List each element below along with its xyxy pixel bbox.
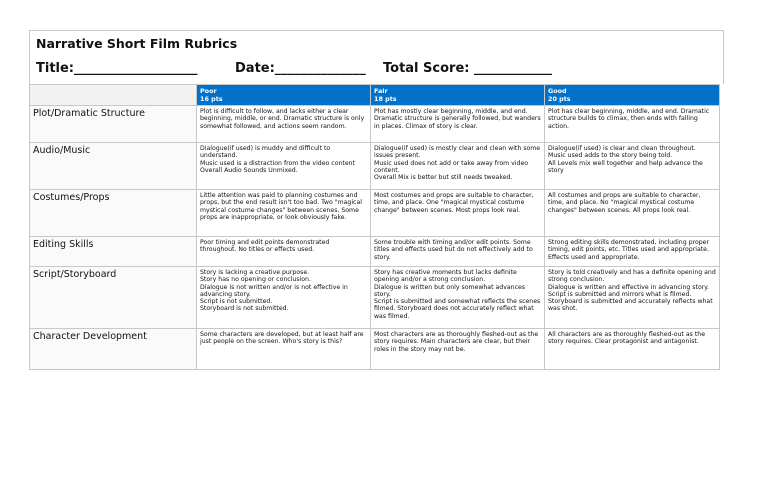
description-line: Dialogue is not written and/or is not effective in advancing story.: [200, 283, 348, 298]
good-description: [545, 329, 720, 370]
table-row: [30, 329, 720, 370]
poor-description: [197, 267, 371, 329]
criterion-label: Costumes/Props: [30, 190, 197, 237]
description-line: Script is submitted and mirrors what is filmed.: [548, 290, 692, 298]
description-line: Dialogue(if used) is muddy and difficult to understand.: [200, 145, 331, 160]
poor-description: [197, 143, 371, 190]
good-description: [545, 143, 720, 190]
criterion-label: Editing Skills: [30, 237, 197, 267]
table-row: [30, 190, 720, 237]
level-header-row: [30, 85, 720, 106]
description-line: Plot has clear beginning, middle, and end. Dramatic structure builds to climax, then ends with falling action.: [548, 108, 710, 130]
description-line: Most characters are as thoroughly fleshed-out as the story requires. Main characters are clear, but their roles in the story may not be.: [374, 331, 539, 353]
table-row: [30, 143, 720, 190]
total-score-field[interactable]: Total Score: ____________: [383, 61, 552, 76]
date-field[interactable]: Date:______________: [235, 61, 366, 76]
table-row: [30, 106, 720, 143]
level-name: Good: [548, 87, 567, 95]
description-line: Storyboard is submitted and accurately reflects what was shot.: [548, 298, 713, 313]
level-name: Poor: [200, 87, 217, 95]
fair-description: [371, 237, 545, 267]
description-line: Music used adds to the story being told.: [548, 152, 673, 160]
fair-description: [371, 267, 545, 329]
poor-description: [197, 106, 371, 143]
description-line: Little attention was paid to planning costumes and props, but the end result isn't too bad. Two "magical mystical costume changes" between scenes. Some props are inappropriate, or look obviously fake.: [200, 192, 362, 221]
description-line: All characters are as thoroughly fleshed-out as the story requires. Clear protagonist and antagonist.: [548, 331, 706, 346]
description-line: Music used does not add or take away from video content.: [374, 159, 529, 174]
criterion-label: Character Development: [30, 329, 197, 370]
fair-description: [371, 106, 545, 143]
criterion-label: Script/Storyboard: [30, 267, 197, 329]
rubric-document: [29, 30, 724, 370]
document-title: Narrative Short Film Rubrics: [36, 36, 238, 51]
description-line: Some characters are developed, but at least half are just people on the screen. Who's story is this?: [200, 331, 364, 346]
description-line: Script is submitted and somewhat reflects the scenes filmed. Storyboard does not accurately reflect what was filmed.: [374, 298, 541, 320]
corner-cell: [30, 85, 197, 106]
level-points: 18 pts: [374, 95, 397, 103]
description-line: Storyboard is not submitted.: [200, 305, 289, 313]
fair-description: [371, 190, 545, 237]
header-fields: [36, 61, 717, 76]
description-line: Strong editing skills demonstrated, including proper timing, edit points, etc. Titles used and appropriate. Effects used and appropriate.: [548, 239, 710, 261]
table-row: [30, 237, 720, 267]
criterion-label: Plot/Dramatic Structure: [30, 106, 197, 143]
description-line: Dialogue is written and effective in advancing story.: [548, 283, 710, 291]
fair-description: [371, 329, 545, 370]
description-line: Overall Audio Sounds Unmixed.: [200, 166, 298, 174]
level-points: 20 pts: [548, 95, 571, 103]
description-line: Most costumes and props are suitable to character, time, and place. One "magical mystical costume change" between scenes. Most props look real.: [374, 192, 534, 214]
description-line: Script is not submitted.: [200, 298, 273, 306]
description-line: Story is lacking a creative purpose.: [200, 269, 310, 276]
description-line: Plot is difficult to follow, and lacks either a clear beginning, middle, or end. Dramatic structure is only somewhat followed, and actions seem random.: [200, 108, 365, 130]
description-line: Some trouble with timing and/or edit points. Some titles and effects used but do not effectively add to story.: [374, 239, 533, 261]
level-header-poor: [197, 85, 371, 106]
poor-description: [197, 237, 371, 267]
description-line: Poor timing and edit points demonstrated throughout. No titles or effects used.: [200, 239, 330, 254]
document-header: [29, 30, 724, 84]
table-row: [30, 267, 720, 329]
description-line: All Levels mix well together and help advance the story: [548, 159, 703, 174]
description-line: Dialogue(if used) is clear and clean throughout.: [548, 145, 696, 152]
poor-description: [197, 190, 371, 237]
good-description: [545, 106, 720, 143]
description-line: Story has creative moments but lacks definite opening and/or a strong conclusion.: [374, 269, 517, 284]
poor-description: [197, 329, 371, 370]
description-line: Dialogue(if used) is mostly clear and clean with some issues present.: [374, 145, 541, 160]
description-line: Story has no opening or conclusion.: [200, 276, 311, 284]
fair-description: [371, 143, 545, 190]
good-description: [545, 190, 720, 237]
description-line: Music used is a distraction from the video content: [200, 159, 355, 167]
description-line: Dialogue is written but only somewhat advances story.: [374, 283, 526, 298]
description-line: All costumes and props are suitable to character, time, and place. No "magical mystical costume changes" between scenes. All props look real.: [548, 192, 701, 214]
level-points: 16 pts: [200, 95, 223, 103]
good-description: [545, 267, 720, 329]
criterion-label: Audio/Music: [30, 143, 197, 190]
level-name: Fair: [374, 87, 388, 95]
description-line: Story is told creatively and has a definite opening and strong conclusion.: [548, 269, 716, 284]
level-header-fair: [371, 85, 545, 106]
level-header-good: [545, 85, 720, 106]
good-description: [545, 237, 720, 267]
description-line: Overall Mix is better but still needs tweaked.: [374, 174, 513, 182]
rubric-table: [29, 84, 720, 370]
title-field[interactable]: Title:___________________: [36, 61, 198, 76]
description-line: Plot has mostly clear beginning, middle, and end. Dramatic structure is generally followed, but wanders in places. Climax of story is clear.: [374, 108, 541, 130]
